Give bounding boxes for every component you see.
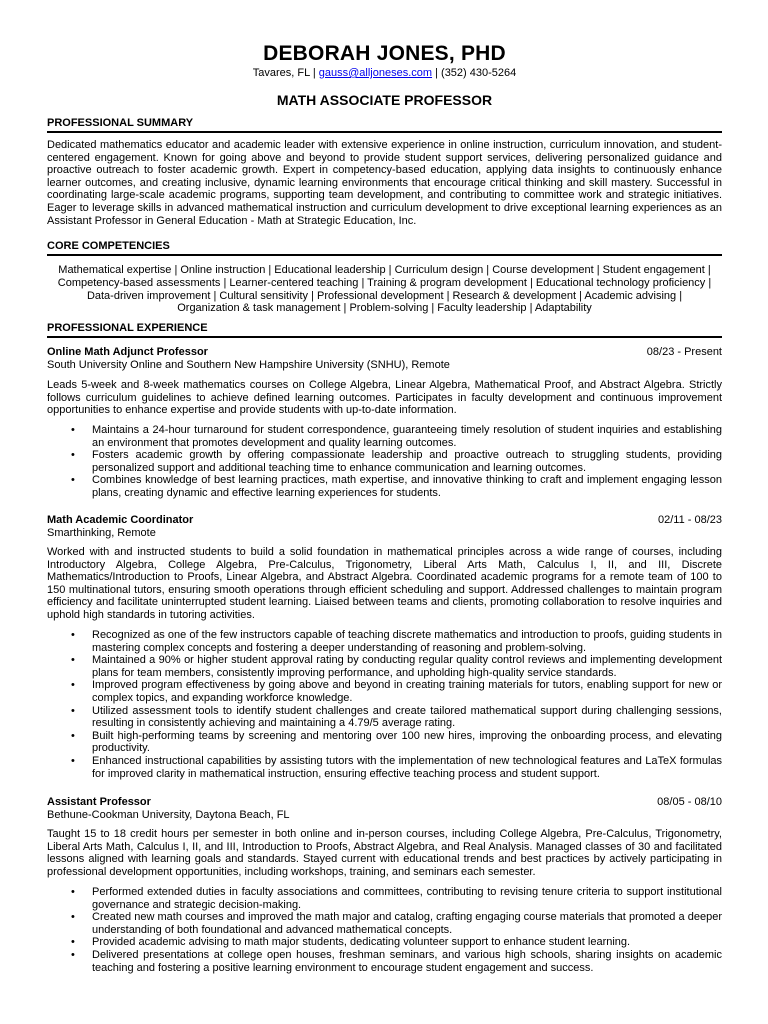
job-organization: Smarthinking, Remote <box>47 527 156 539</box>
job-summary: Leads 5-week and 8-week mathematics courses on College Algebra, Linear Algebra, Mathematical Proof, and Abstract Algebra. Strictly follows curriculum guidelines to achieve defined learning outcomes. Participates in faculty development and continuous improvement opportunities to enhance expertise and provide students with up-to-date information. <box>47 379 722 417</box>
job-bullet-list <box>47 886 722 974</box>
separator: | <box>432 67 442 79</box>
bullet-icon: • <box>71 679 75 692</box>
job-title: Math Academic Coordinator <box>47 514 194 526</box>
job-title: Online Math Adjunct Professor <box>47 346 208 358</box>
job-organization: Bethune-Cookman University, Daytona Beach, FL <box>47 809 290 821</box>
bullet-icon: • <box>71 704 75 717</box>
competencies-text: Mathematical expertise | Online instruction | Educational leadership | Curriculum design | Course development | Student engagement | Competency-based assessments | Learner-centered teaching | Training & program development | Educational technology proficiency | Data-driven improvement | Cultural sensitivity | Professional development | Research & development | Academic advising | Organization & task management | Problem-solving | Faculty leadership | Adaptability <box>57 264 712 315</box>
contact-line <box>47 66 722 80</box>
list-item: • Combines knowledge of best learning practices, math expertise, and innovative thinking to craft and implement engaging lesson plans, creating dynamic and effective learning experiences for students. <box>71 474 722 499</box>
list-item: • Built high-performing teams by screening and mentoring over 100 new hires, improving the onboarding process, and elevating productivity. <box>71 729 722 755</box>
phone: (352) 430-5264 <box>441 67 517 79</box>
experience-section-title: PROFESSIONAL EXPERIENCE <box>47 322 722 338</box>
job-dates: 08/23 - Present <box>646 346 722 358</box>
competencies-section-title: CORE COMPETENCIES <box>47 240 722 256</box>
list-item: • Provided academic advising to math major students, dedicating volunteer support to enhance student learning. <box>71 936 631 949</box>
job-bullet-list <box>47 424 722 500</box>
job-bullet-list <box>47 629 722 780</box>
bullet-icon: • <box>71 654 75 667</box>
bullet-icon: • <box>71 629 75 641</box>
bullet-icon: • <box>71 729 75 742</box>
summary-text: Dedicated mathematics educator and academic leader with extensive experience in online instruction, curriculum innovation, and student-centered engagement. Known for going above and beyond to provide student support services, delivering personalized guidance and proactive outreach to foster academic growth. Expert in competency-based education, applying data insights to continuously enhance learner outcomes, and creating inclusive, dynamic learning environments that encourage critical thinking and skill mastery. Successful in coordinating large-scale academic programs, supporting team development, and contributing to committee work and strategic initiatives. Eager to leverage skills in advanced mathematical instruction and curriculum development to drive exceptional learning experiences as an Assistant Professor in General Education - Math at Strategic Education, Inc. <box>47 139 722 227</box>
location: Tavares, FL <box>252 67 310 79</box>
separator: | <box>309 67 319 79</box>
headline: MATH ASSOCIATE PROFESSOR <box>276 92 493 108</box>
bullet-icon: • <box>71 424 75 436</box>
job-summary: Taught 15 to 18 credit hours per semester in both online and in-person courses, including College Algebra, Pre-Calculus, Trigonometry, Liberal Arts Math, Calculus I, II, and III, Introduction to Proofs, Abstract Algebra, and Real Analysis. Managed classes of 30 and facilitated lessons aligned with learning goals and standards. Stayed current with educational trends and best practices by actively participating in professional development opportunities, including workshops, training, and seminars each semester. <box>47 828 722 878</box>
bullet-icon: • <box>71 948 75 961</box>
list-item: • Utilized assessment tools to identify student challenges and create tailored mathematical support during challenging sessions, resulting in consistently achieving and maintaining a 4.79/5 average rating. <box>71 704 722 730</box>
list-item: • Created new math courses and improved the math major and catalog, crafting engaging course materials that promoted a deeper understanding of both foundational and advanced mathematical concepts. <box>71 911 722 936</box>
bullet-icon: • <box>71 886 75 898</box>
bullet-icon: • <box>71 474 75 487</box>
list-item: • Fosters academic growth by offering compassionate leadership and proactive outreach to struggling students, providing personalized support and additional teaching time to enhance communication and learning outcomes. <box>71 449 722 474</box>
list-item: • Improved program effectiveness by going above and beyond in creating training materials for tutors, enabling support for new or complex topics, and expanding workforce knowledge. <box>71 679 722 704</box>
list-item: • Delivered presentations at college open houses, freshman seminars, and various high schools, sharing insights on academic teaching and fostering a positive learning environment to encourage student engagement and success. <box>71 948 722 974</box>
list-item: • Enhanced instructional capabilities by assisting tutors with the implementation of new technological features and LaTeX formulas for improved clarity in mathematical instruction, ensuring effective teaching process and student support. <box>71 754 722 780</box>
list-item: • Maintains a 24-hour turnaround for student correspondence, guaranteeing timely resolution of student inquiries and establishing an environment that promotes development and quality learning outcomes. <box>71 424 722 449</box>
bullet-icon: • <box>71 449 75 462</box>
job-dates: 02/11 - 08/23 <box>657 514 722 526</box>
summary-section-title: PROFESSIONAL SUMMARY <box>47 117 722 133</box>
list-item: • Performed extended duties in faculty associations and committees, contributing to revising tenure criteria to support institutional governance and strategic decision-making. <box>71 886 722 911</box>
bullet-icon: • <box>71 911 75 924</box>
list-item: • Maintained a 90% or higher student approval rating by conducting regular quality control reviews and implementing development plans for team members, consistently improving performance, and upholding high-quality service standards. <box>71 654 722 679</box>
list-item: • Recognized as one of the few instructors capable of teaching discrete mathematics and introduction to proofs, guiding students in mastering complex concepts and fostering a deeper understanding of reasoning and problem-solving. <box>71 629 722 654</box>
job-dates: 08/05 - 08/10 <box>657 796 722 808</box>
job-summary: Worked with and instructed students to build a solid foundation in mathematical principles across a wide range of courses, including Introductory Algebra, College Algebra, Pre-Calculus, Trigonometry, Liberal Arts Math, Calculus I, II, and III, Discrete Mathematics/Introduction to Proofs, Linear Algebra, and Abstract Algebra. Coordinated academic programs for a remote team of 100 to 150 multinational tutors, ensuring smooth operations through efficient scheduling and support. Addressed challenges to maintain program efficiency and facilitate uninterrupted student learning. Liaised between teams and clients, promoting collaboration to resolve inquiries and uphold high standards in tutoring activities. <box>47 546 722 621</box>
job-title: Assistant Professor <box>47 796 151 808</box>
bullet-icon: • <box>71 754 75 767</box>
candidate-name: DEBORAH JONES, PHD <box>263 42 506 65</box>
email-link[interactable]: gauss@alljoneses.com <box>318 67 433 79</box>
job-organization: South University Online and Southern New Hampshire University (SNHU), Remote <box>47 359 450 371</box>
bullet-icon: • <box>71 936 75 949</box>
